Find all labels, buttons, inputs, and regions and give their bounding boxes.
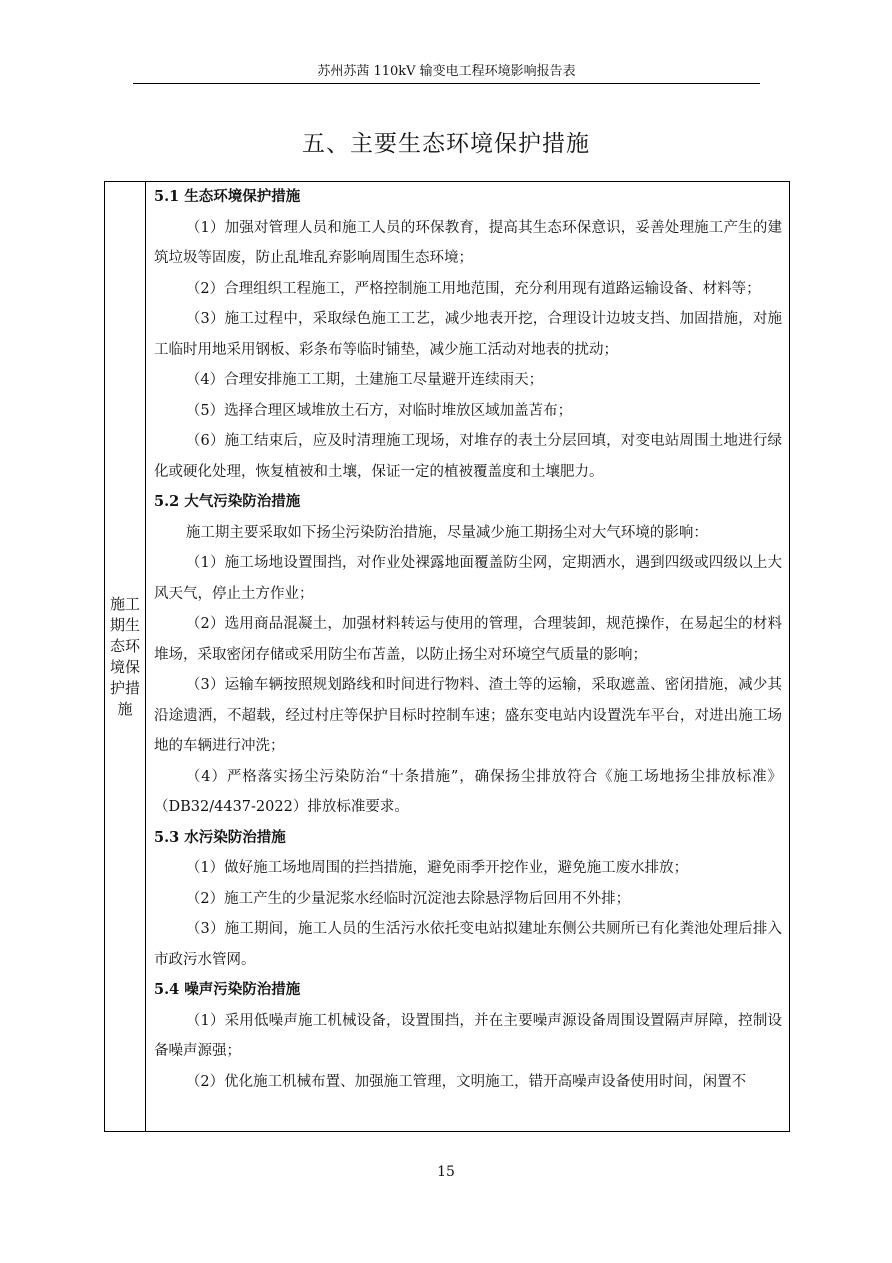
measure-paragraph: （6）施工结束后，应及时清理施工现场，对堆存的表土分层回填，对变电站周围土地进行绿化或硬化处理，恢复植被和土壤，保证一定的植被覆盖度和土壤肥力。 bbox=[154, 433, 782, 480]
measure-paragraph: （1）加强对管理人员和施工人员的环保教育，提高其生态环保意识，妥善处理施工产生的建筑垃圾等固废，防止乱堆乱弃影响周围生态环境； bbox=[154, 219, 782, 266]
measures-table bbox=[104, 181, 790, 1132]
side-label-line: 施工 bbox=[109, 595, 140, 613]
side-label-line: 态环 bbox=[109, 637, 140, 655]
page-title: 五、主要生态环境保护措施 bbox=[302, 131, 590, 157]
measure-paragraph: （1）做好施工场地周围的拦挡措施，避免雨季开挖作业，避免施工废水排放； bbox=[185, 860, 689, 876]
measure-paragraph: （4）严格落实扬尘污染防治“十条措施”，确保扬尘排放符合《施工场地扬尘排放标准》（DB32/4437-2022）排放标准要求。 bbox=[154, 768, 782, 815]
side-label-line: 期生 bbox=[109, 616, 140, 634]
measure-paragraph: （2）合理组织工程施工，严格控制施工用地范围，充分利用现有道路运输设备、材料等； bbox=[185, 280, 761, 297]
measure-paragraph: （3）施工过程中，采取绿色施工工艺，减少地表开挖，合理设计边坡支挡、加固措施，对施工临时用地采用钢板、彩条布等临时铺垫，减少施工活动对地表的扰动； bbox=[154, 311, 782, 358]
measure-paragraph: （3）施工期间，施工人员的生活污水依托变电站拟建址东侧公共厕所已有化粪池处理后排入市政污水管网。 bbox=[154, 921, 782, 968]
measure-paragraph: （1）施工场地设置围挡，对作业处裸露地面覆盖防尘网，定期洒水，遇到四级或四级以上大风天气，停止土方作业； bbox=[154, 555, 782, 602]
running-header: 苏州苏茜 110kV 输变电工程环境影响报告表 bbox=[317, 64, 576, 79]
measures-content bbox=[154, 182, 782, 1097]
measure-paragraph: （2）优化施工机械布置、加强施工管理，文明施工，错开高噪声设备使用时间，闲置不 bbox=[185, 1073, 747, 1090]
measure-paragraph: （4）合理安排施工工期，土建施工尽量避开连续雨天； bbox=[185, 372, 544, 388]
side-label bbox=[105, 594, 145, 720]
side-label-line: 护措 bbox=[109, 679, 140, 697]
section-heading: 5.3 水污染防治措施 bbox=[154, 828, 286, 846]
measure-paragraph: 施工期主要采取如下扬尘污染防治措施，尽量减少施工期扬尘对大气环境的影响： bbox=[185, 524, 708, 541]
measure-paragraph: （2）施工产生的少量泥浆水经临时沉淀池去除悬浮物后回用不外排； bbox=[185, 890, 631, 907]
measure-paragraph: （5）选择合理区域堆放土石方，对临时堆放区域加盖苫布； bbox=[185, 402, 573, 419]
measure-paragraph: （3）运输车辆按照规划路线和时间进行物料、渣土等的运输，采取遮盖、密闭措施，减少其沿途遗洒，不超载，经过村庄等保护目标时控制车速；盛东变电站内设置洗车平台，对进出施工场地的车辆进行冲洗； bbox=[154, 677, 782, 754]
page-number: 15 bbox=[437, 1164, 455, 1180]
side-column bbox=[105, 182, 146, 1131]
measure-paragraph: （2）选用商品混凝土，加强材料转运与使用的管理，合理装卸，规范操作，在易起尘的材料堆场，采取密闭存储或采用防尘布苫盖，以防止扬尘对环境空气质量的影响； bbox=[154, 616, 782, 663]
side-label-line: 境保 bbox=[109, 658, 140, 676]
side-label-line: 施 bbox=[117, 700, 133, 718]
header-rule bbox=[133, 83, 760, 84]
section-heading: 5.2 大气污染防治措施 bbox=[154, 493, 301, 510]
section-heading: 5.4 噪声污染防治措施 bbox=[154, 981, 301, 998]
measure-paragraph: （1）采用低噪声施工机械设备，设置围挡，并在主要噪声源设备周围设置隔声屏障，控制设备噪声源强； bbox=[154, 1012, 782, 1059]
section-heading: 5.1 生态环境保护措施 bbox=[154, 188, 301, 205]
